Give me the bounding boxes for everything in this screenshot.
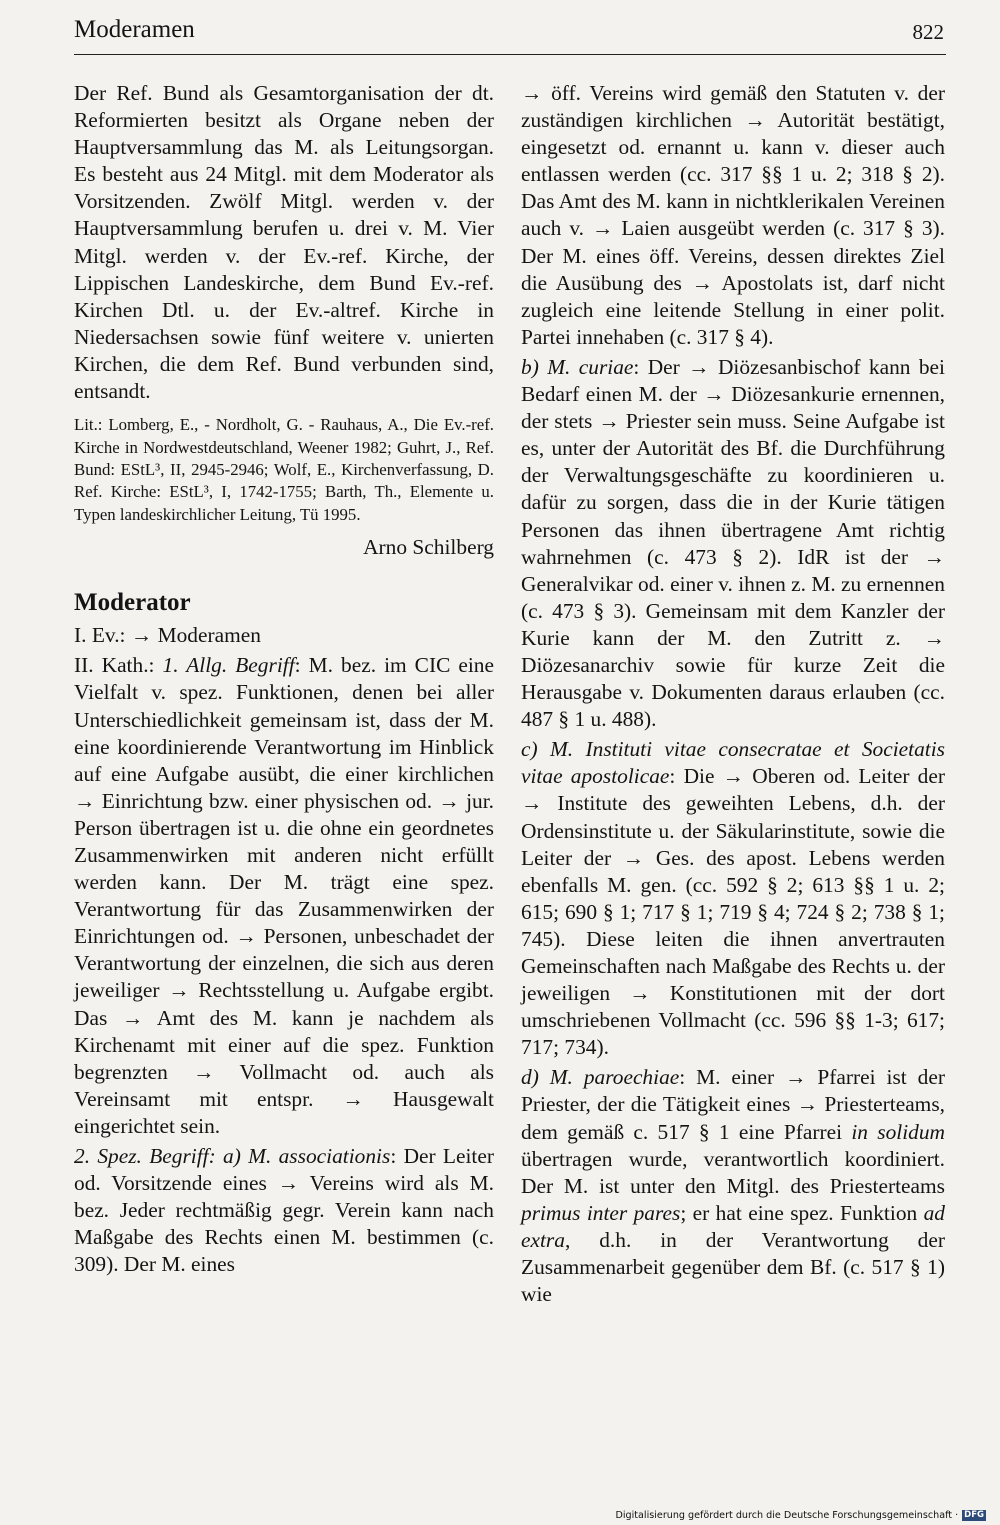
page-number: 822 <box>912 20 944 44</box>
left-column <box>74 80 494 1279</box>
section-kath-label: 1. Allg. Begriff <box>162 653 295 678</box>
page-header <box>74 14 946 55</box>
section-spez-text: : Der Leiter od. Vorsitzende eines → Vereins wird als M. bez. Jeder rechtmäßig gegr. Verein kann nach Maßgabe des Rechts einen M. bestimmen (c. 309). Der M. eines <box>74 1144 494 1277</box>
section-spez <box>74 1143 494 1278</box>
section-kath <box>74 652 494 1140</box>
latin-term-primus-inter-pares: primus inter pares <box>521 1200 681 1225</box>
section-kath-prefix: II. Kath.: <box>74 653 163 678</box>
section-paroeciae-text-3: ; er hat eine spez. Funktion <box>680 1200 924 1225</box>
section-paroeciae-text-1: : M. einer → Pfarrei ist der Priester, der die Tätigkeit eines → Priesterteams, dem gemäß c. 517 § 1 eine Pfarrei <box>521 1065 945 1144</box>
dfg-logo-icon: DFG <box>964 1509 984 1520</box>
section-paroeciae-label: d) M. paroechiae <box>521 1065 680 1090</box>
body-paragraph: → öff. Vereins wird gemäß den Statuten v. der zuständigen kirchlichen → Autorität bestätigt, eingesetzt od. ernannt u. kann v. dieser auch entlassen werden (cc. 317 §§ 1 u. 2; 318 § 2). Das Amt des M. kann in nichtklerikalen Vereinen auch v. → Laien ausgeübt werden (c. 317 § 3). Der M. eines öff. Vereins, dessen direktes Ziel die Ausübung des → Apostolats ist, darf nicht zugleich eine leitende Stellung in einer polit. Partei innehaben (c. 317 § 4). <box>521 81 945 349</box>
author-signature: Arno Schilberg <box>363 535 494 560</box>
section-instituti-text: : Die → Oberen od. Leiter der → Institute des geweihten Lebens, d.h. der Ordensinstitute u. der Säkularinstitute, sowie die Leiter der → Ges. des apost. Lebens werden ebenfalls M. gen. (cc. 592 § 2; 613 §§ 1 u. 2; 615; 690 § 1; 717 § 1; 719 § 4; 724 § 2; 738 § 1; 745). Diese leiten die ihnen anvertrauten Gemeinschaften nach Maßgabe des Rechts u. der jeweiligen → Konstitutionen mit der dort umschriebenen Vollmacht (cc. 596 §§ 1-3; 617; 717; 734). <box>521 764 945 1060</box>
literature-list: Lit.: Lomberg, E., - Nordholt, G. - Rauhaus, A., Die Ev.-ref. Kirche in Nordwestdeutschland, Weener 1982; Guhrt, J., Ref. Bund: EStL³, II, 2945-2946; Wolf, E., Kirchenverfassung, D. Ref. Kirche: EStL³, I, 1742-1755; Barth, Th., Elemente u. Typen landeskirchlicher Leitung, Tü 1995. <box>74 415 494 524</box>
footer-text: Digitalisierung gefördert durch die Deutsche Forschungsgemeinschaft · <box>615 1509 959 1521</box>
section-spez-label: 2. Spez. Begriff: a) M. associationis <box>74 1144 391 1169</box>
section-paroeciae <box>521 1064 945 1308</box>
right-column <box>521 80 945 1308</box>
section-curiae-text: : Der → Diözesanbischof kann bei Bedarf einen M. der → Diözesankurie ernennen, der stets → Priester sein muss. Seine Aufgabe ist es, unter der Autorität des Bf. die Durchführung der Verwaltungsgeschäfte zu koordinieren u. dafür zu sorgen, dass die in der Kurie tätigen Personen das ihnen übertragene Amt richtig wahrnehmen (c. 473 § 2). IdR ist der → Generalvikar od. einer v. ihnen z. M. zu ernennen (c. 473 § 3). Gemeinsam mit dem Kanzler der Kurie kann der M. den Zutritt z. → Diözesanarchiv sowie für kurze Zeit die Herausgabe v. Dokumenten daraus erlauben (cc. 487 § 1 u. 488). <box>521 354 945 732</box>
section-ev: I. Ev.: → Moderamen <box>74 623 261 648</box>
body-paragraph: Der Ref. Bund als Gesamtorganisation der dt. Reformierten besitzt als Organe neben der Hauptversammlung das M. als Leitungsorgan. Es besteht aus 24 Mitgl. mit dem Moderator als Vorsitzenden. Zwölf Mitgl. werden v. der Hauptversammlung berufen u. drei v. M. Vier Mitgl. werden v. der Ev.-ref. Kirche, der Lippischen Landeskirche, dem Bund Ev.-ref. Kirchen Dtl. u. der Ev.-altref. Kirche in Niedersachsen sowie fünf weitere v. unierten Kirchen, die dem Ref. Bund verbunden sind, entsandt. <box>74 81 494 404</box>
latin-term-ad-extra: ad extra <box>521 1200 945 1252</box>
running-head: Moderamen <box>74 16 195 43</box>
entry-title: Moderator <box>74 589 191 617</box>
digitization-footer <box>606 1507 986 1523</box>
section-paroeciae-text-2: übertragen wurde, verantwortlich koordiniert. Der M. ist unter den Mitgl. des Priesterteams <box>521 1146 945 1198</box>
section-curiae <box>521 354 945 733</box>
section-instituti <box>521 736 945 1061</box>
section-curiae-label: b) M. curiae <box>521 354 634 379</box>
section-paroeciae-text-4: , d.h. in der Verantwortung der Zusammenarbeit gegenüber dem Bf. (c. 517 § 1) wie <box>521 1227 945 1307</box>
section-kath-text: : M. bez. im CIC eine Vielfalt v. spez. Funktionen, denen bei aller Unterschiedlichkeit gemeinsam ist, dass der M. eine koordinierende Verantwortung im Hinblick auf eine Aufgabe ausübt, die einer kirchlichen → Einrichtung bzw. einer physischen od. → jur. Person übertragen ist u. die ohne ein geordnetes Zusammenwirken mit anderen nicht erfüllt werden kann. Der M. trägt eine spez. Verantwortung für das Zusammenwirken der Einrichtungen od. → Personen, unbeschadet der Verantwortung der einzelnen, die sich aus deren jeweiliger → Rechtsstellung u. Aufgabe ergibt. Das → Amt des M. kann je nachdem als Kirchenamt mit einer auf die spez. Funktion begrenzten → Vollmacht od. auch als Vereinsamt mit entspr. → Hausgewalt eingerichtet sein. <box>74 653 494 1138</box>
section-instituti-label: c) M. Instituti vitae consecratae et Societatis vitae apostolicae <box>521 737 945 789</box>
latin-term-in-solidum: in solidum <box>851 1119 945 1144</box>
